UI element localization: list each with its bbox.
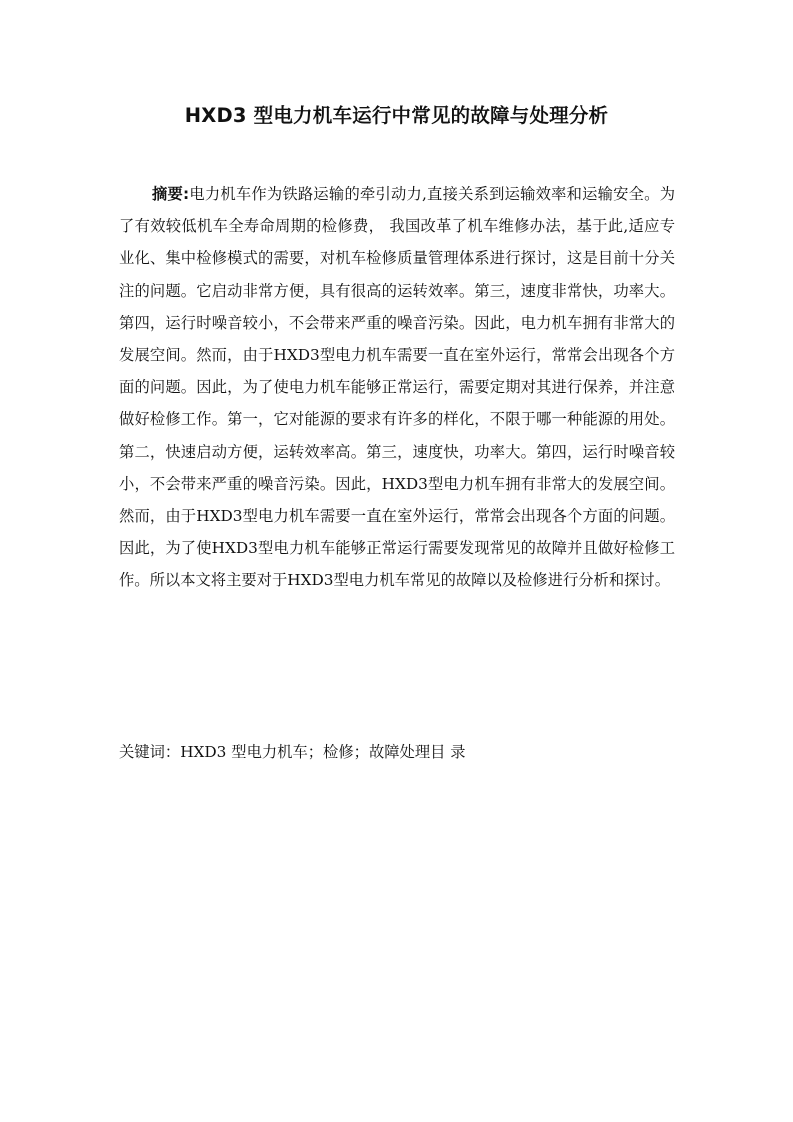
abstract-paragraph <box>119 178 675 597</box>
keywords-line: 关键词：HXD3 型电力机车；检修；故障处理目 录 <box>119 743 466 761</box>
document-title: HXD3 型电力机车运行中常见的故障与处理分析 <box>184 104 609 127</box>
abstract-label: 摘要: <box>152 185 190 203</box>
abstract-text: 电力机车作为铁路运输的牵引动力,直接关系到运输效率和运输安全。为了有效较低机车全寿命周期的检修费， 我国改革了机车维修办法，基于此,适应专业化、集中检修模式的需要，对机车检修质量管理体系进行探讨，这是目前十分关注的问题。它启动非常方便，具有很高的运转效率。第三，速度非常快，功率大。第四，运行时噪音较小，不会带来严重的噪音污染。因此，电力机车拥有非常大的发展空间。然而，由于HXD3型电力机车需要一直在室外运行，常常会出现各个方面的问题。因此，为了使电力机车能够正常运行，需要定期对其进行保养，并注意做好检修工作。第一，它对能源的要求有许多的样化，不限于哪一种能源的用处。第二，快速启动方便，运转效率高。第三，速度快，功率大。第四，运行时噪音较小，不会带来严重的噪音污染。因此，HXD3型电力机车拥有非常大的发展空间。然而，由于HXD3型电力机车需要一直在室外运行，常常会出现各个方面的问题。因此，为了使HXD3型电力机车能够正常运行需要发现常见的故障并且做好检修工作。所以本文将主要对于HXD3型电力机车常见的故障以及检修进行分析和探讨。 <box>119 185 675 590</box>
